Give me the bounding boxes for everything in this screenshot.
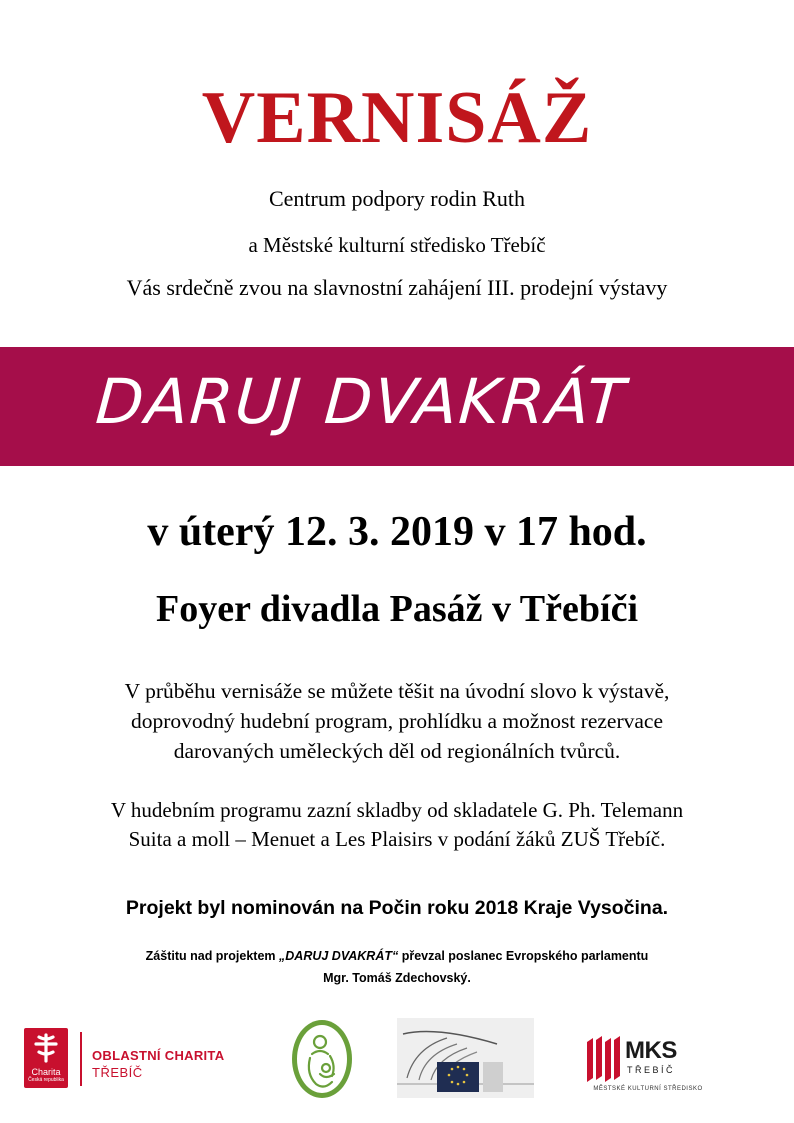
charita-mark-sublabel: Česká republika (28, 1077, 64, 1083)
oblastni-charita-logo (24, 1028, 244, 1092)
music-program-line: Suita a moll – Menuet a Les Plaisirs v podání žáků ZUŠ Třebíč. (128, 827, 666, 851)
mks-name: MKS (625, 1037, 677, 1064)
charita-mark-icon (24, 1028, 68, 1088)
program-description-line: V průběhu vernisáže se můžete těšit na úvodní slovo k výstavě, (124, 679, 670, 703)
event-venue: Foyer divadla Pasáž v Třebíči (155, 588, 638, 630)
patronage-text: Záštitu nad projektem (145, 949, 280, 963)
intro-line-coorganizer: a Městské kulturní středisko Třebíč (248, 233, 546, 257)
page-title: VERNISÁŽ (201, 77, 593, 159)
patronage-note (0, 945, 794, 989)
charita-mark-label: Charita (31, 1067, 61, 1077)
patronage-project: „DARUJ DVAKRÁT“ (279, 949, 399, 963)
charita-divider (80, 1032, 82, 1086)
program-description (0, 676, 794, 766)
intro-line-organizer: Centrum podpory rodin Ruth (268, 186, 526, 211)
music-program (0, 796, 794, 854)
charita-name: OBLASTNÍ CHARITA (92, 1048, 225, 1063)
program-description-line: doprovodný hudební program, prohlídku a možnost rezervace (131, 709, 663, 733)
patronage-text: převzal poslanec Evropského parlamentu (398, 949, 649, 963)
program-description-line: darovaných uměleckých děl od regionálních tvůrců. (173, 739, 621, 763)
nomination-note: Projekt byl nominován na Počin roku 2018 Kraje Vysočina. (125, 897, 669, 919)
mks-subtitle: MĚSTSKÉ KULTURNÍ STŘEDISKO (593, 1086, 703, 1092)
ruth-family-logo-icon (290, 1018, 354, 1100)
european-parliament-photo-icon (397, 1018, 534, 1098)
charita-cross-icon (30, 1032, 62, 1064)
patronage-line (0, 945, 794, 967)
mks-city: TŘEBÍČ (627, 1065, 676, 1075)
mks-trebic-logo (583, 1030, 713, 1096)
event-date: v úterý 12. 3. 2019 v 17 hod. (147, 509, 647, 555)
charita-city: TŘEBÍČ (92, 1065, 143, 1080)
music-program-line: V hudebním programu zazní skladby od skladatele G. Ph. Telemann (110, 798, 684, 822)
intro-line-invitation: Vás srdečně zvou na slavnostní zahájení III. prodejní výstavy (126, 275, 668, 300)
mks-flag-icon (583, 1034, 623, 1084)
exhibition-name: DARUJ DVAKRÁT (93, 365, 630, 438)
patronage-person: Mgr. Tomáš Zdechovský. (323, 971, 471, 985)
